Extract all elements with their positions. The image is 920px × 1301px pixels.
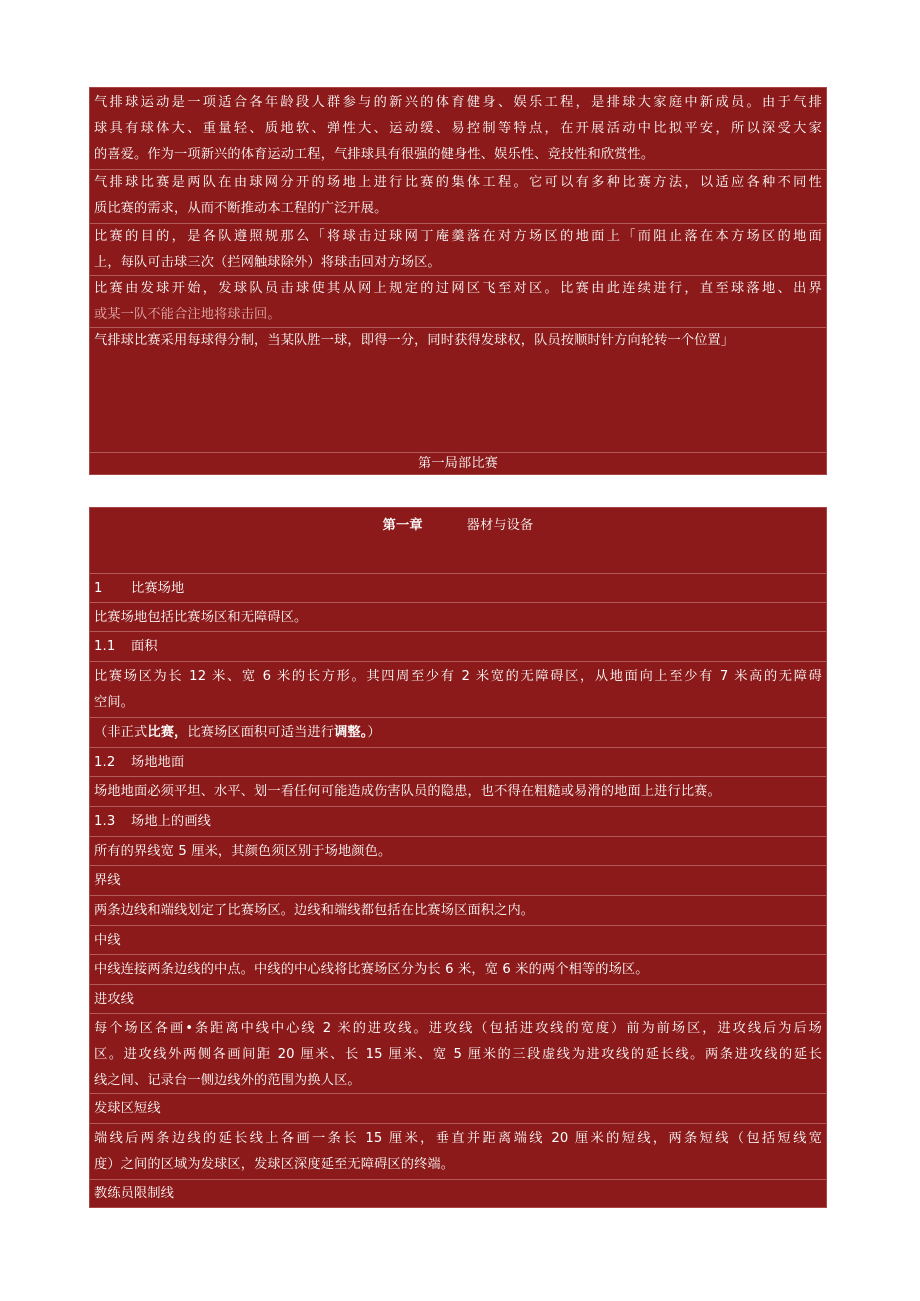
chapter-number: 第一章 bbox=[382, 518, 423, 533]
text-line: 空间。 bbox=[94, 695, 135, 710]
section-title: 场地上的画线 bbox=[131, 814, 212, 829]
section-heading bbox=[90, 632, 826, 662]
section-text: 比赛场地包括比赛场区和无障碍区。 bbox=[90, 603, 826, 632]
text-line: 每个场区各画•条距离中线中心线 2 米的进攻线。进攻线（包括进攻线的宽度）前为前场区，进攻线后为后场 bbox=[94, 1021, 822, 1036]
text-line: 度）之间的区域为发球区，发球区深度延至无障碍区的终端。 bbox=[94, 1157, 455, 1172]
note-part: ） bbox=[367, 725, 381, 740]
section-number: 1.3 bbox=[94, 814, 116, 829]
section-number: 1.2 bbox=[94, 755, 116, 770]
text-line: 端线后两条边线的延长线上各画一条长 15 厘米，垂直并距离端线 20 厘米的短线，两条短线（包括短线宽 bbox=[94, 1131, 822, 1146]
text-line: 或某一队不能合注地将球击回。 bbox=[94, 307, 281, 322]
subheading-text: 中线连接两条边线的中点。中线的中心线将比赛场区分为长 6 米，宽 6 米的两个相等的场区。 bbox=[90, 955, 826, 985]
intro-paragraph-5 bbox=[90, 328, 826, 453]
section-text: 场地地面必须平坦、水平、划一看任何可能造成伤害队员的隐患，也不得在粗糙或易滑的地面上进行比赛。 bbox=[90, 777, 826, 807]
text-line: 区。进攻线外两侧各画间距 20 厘米、长 15 厘米、宽 5 厘米的三段虚线为进攻线的延长线。两条进攻线的延长 bbox=[94, 1047, 822, 1062]
subheading: 进攻线 bbox=[90, 985, 826, 1014]
subheading-text bbox=[90, 1014, 826, 1094]
subheading-text: 两条边线和端线划定了比赛场区。边线和端线都包括在比赛场区面积之内。 bbox=[90, 896, 826, 926]
text-line: 球具有球体大、重量轻、质地软、弹性大、运动缓、易控制等特点，在开展活动中比拟平安，所以深受大家 bbox=[94, 121, 822, 136]
text-line: 气排球比赛采用每球得分制，当某队胜一球，即得一分，同时获得发球权，队员按顺时针方向轮转一个位置」 bbox=[94, 333, 735, 348]
text-line: 比赛场区为长 12 米、宽 6 米的长方形。其四周至少有 2 米宽的无障碍区，从地面向上至少有 7 米高的无障碍 bbox=[94, 669, 822, 684]
note-text bbox=[90, 718, 826, 748]
section-heading bbox=[90, 807, 826, 837]
section-title: 场地地面 bbox=[131, 755, 185, 770]
subheading: 界线 bbox=[90, 866, 826, 896]
intro-paragraph-3 bbox=[90, 224, 826, 276]
text-line: 气排球运动是一项适合各年龄段人群参与的新兴的体育健身、娱乐工程，是排球大家庭中新成员。由于气排 bbox=[94, 95, 822, 110]
section-heading bbox=[90, 748, 826, 777]
note-part: 比赛场区面积可适当进行 bbox=[187, 725, 335, 740]
text-line: 质比赛的需求，从而不断推动本工程的广泛开展。 bbox=[94, 201, 388, 216]
chapter-heading bbox=[90, 508, 826, 574]
text-line: 气排球比赛是两队在由球网分开的场地上进行比赛的集体工程。它可以有多种比赛方法，以适应各种不同性 bbox=[94, 175, 822, 190]
text-line: 线之间、记录台一侧边线外的范围为换人区。 bbox=[94, 1073, 361, 1088]
intro-paragraph-4 bbox=[90, 276, 826, 328]
intro-panel bbox=[89, 87, 827, 475]
section-title: 面积 bbox=[131, 639, 158, 654]
text-line: 比赛的目的，是各队遵照规那么「将球击过球网丁庵羹落在对方场区的地面上「而阻止落在本方场区的地面 bbox=[94, 229, 822, 244]
subheading: 发球区短线 bbox=[90, 1094, 826, 1124]
note-emphasis: 比赛， bbox=[147, 725, 188, 740]
intro-paragraph-2 bbox=[90, 170, 826, 224]
subheading: 教练员限制线 bbox=[94, 1186, 175, 1201]
text-line: 比赛由发球开始，发球队员击球使其从网上规定的过网区飞至对区。比赛由此连续进行，直至球落地、出界 bbox=[94, 281, 822, 296]
note-part: （非正式 bbox=[94, 725, 148, 740]
text-line: 上，每队可击球三次（拦网触球除外）将球击回对方场区。 bbox=[94, 255, 441, 270]
section-text: 所有的界线宽 5 厘米，其颜色须区别于场地颜色。 bbox=[90, 837, 826, 866]
section-number: 1.1 bbox=[94, 639, 116, 654]
note-emphasis: 调整。 bbox=[334, 725, 368, 740]
subheading-text bbox=[90, 1124, 826, 1180]
section-title: 比赛场地 bbox=[131, 581, 185, 596]
section-text bbox=[90, 662, 826, 718]
intro-paragraph-1 bbox=[90, 90, 826, 170]
section-number: 1 bbox=[94, 581, 103, 596]
chapter-panel bbox=[89, 507, 827, 1208]
subheading: 中线 bbox=[90, 926, 826, 955]
part-footer: 第一局部比赛 bbox=[417, 456, 499, 471]
text-line: 的喜爱。作为一项新兴的体育运动工程，气排球具有很强的健身性、娱乐性、竞技性和欣赏性。 bbox=[94, 147, 655, 162]
section-heading bbox=[90, 574, 826, 603]
chapter-title: 器材与设备 bbox=[466, 518, 534, 533]
